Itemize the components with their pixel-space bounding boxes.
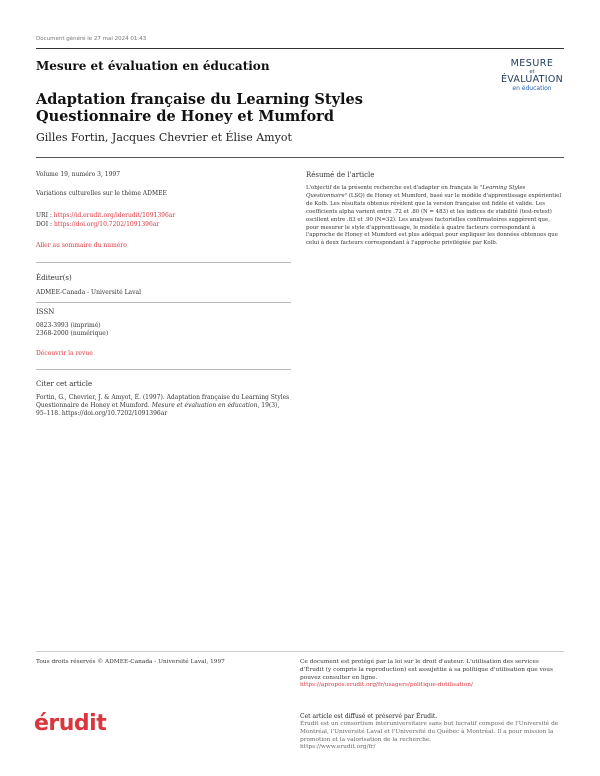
- logo-line-3: ÉVALUATION: [500, 74, 564, 85]
- volume-info: Volume 19, numéro 3, 1997: [36, 171, 121, 178]
- logo-line-1: MESURE: [510, 58, 554, 69]
- erudit-info: [300, 713, 570, 752]
- issn-print: 0823-3993 (imprimé): [36, 322, 101, 329]
- summary-link[interactable]: Aller au sommaire du numéro: [36, 242, 127, 249]
- erudit-logo[interactable]: érudit: [34, 711, 107, 736]
- article-authors: Gilles Fortin, Jacques Chevrier et Élise Amyot: [36, 131, 292, 144]
- footer-rule: [36, 651, 564, 652]
- doi-link[interactable]: https://doi.org/10.7202/1091396ar: [53, 221, 160, 228]
- copyright-text: Ce document est protégé par la loi sur le droit d'auteur. L'utilisation des services d'Érudit (y compris la reproduction) est assujettie à sa politique d'utilisation que vous pouvez consulter en ligne.: [300, 659, 553, 681]
- publisher: ADMEE-Canada - Université Laval: [36, 289, 142, 296]
- erudit-heading: Cet article est diffusé et préservé par Érudit.: [300, 713, 438, 720]
- citation-part-2: , 19(3), 95–118. https://doi.org/10.7202/1091396ar: [36, 402, 280, 417]
- header-rule: [36, 157, 564, 158]
- publisher-heading: Éditeur(s): [36, 274, 72, 282]
- abstract-italic: Learning Styles Questionnaire: [306, 185, 526, 199]
- cite-heading: Citer cet article: [36, 380, 93, 388]
- abstract-part-2: " (LSQ) de Honey et Mumford, basé sur le modèle d'apprentissage expérientiel de Kolb. Les résultats obtenus révèlent que la version française est fidèle et valide. Les coefficients alpha varient entre .72 et .80 (N = 483) et les indices de stabilité (test-retest) oscillent entre .83 et .90 (N=32). Les analyses factorielles confirmatoires suggèrent que, pour mesurer le style d'apprentissage, le modèle à quatre facteurs correspondant à l'approche de Honey et Mumford est plus adéquat pour expliquer les données obtenues que celui à deux facteurs correspondant à l'approche privilégiée par Kolb.: [306, 192, 562, 247]
- discover-link[interactable]: Découvrir la revue: [36, 350, 93, 357]
- uri-link[interactable]: https://id.erudit.org/iderudit/1091396ar: [53, 212, 176, 219]
- erudit-link[interactable]: https://www.erudit.org/fr/: [300, 744, 376, 751]
- rights-statement: Tous droits réservés © ADMEE-Canada - Université Laval, 1997: [36, 659, 225, 665]
- issn-heading: ISSN: [36, 308, 55, 316]
- issue-theme: Variations culturelles sur le thème ADMEE: [36, 190, 167, 197]
- logo-line-2: et: [529, 69, 535, 75]
- generated-date: Document généré le 27 mai 2024 01:43: [36, 36, 147, 42]
- citation-part-1: Fortin, G., Chevrier, J. & Amyot, É. (1997). Adaptation française du Learning Styles Questionnaire de Honey et Mumford.: [36, 394, 290, 409]
- divider: [36, 369, 291, 370]
- doi-line: [36, 221, 291, 229]
- abstract-part-1: L'objectif de la présente recherche est d'adapter en français le ": [306, 185, 483, 191]
- erudit-description: Érudit est un consortium interuniversitaire sans but lucratif composé de l'Université de Montréal, l'Université Laval et l'Université du Québec à Montréal. Il a pour mission la promotion et la valorisation de la recherche.: [300, 721, 559, 743]
- issn-digital: 2368-2000 (numérique): [36, 330, 109, 337]
- uri-label: URI :: [36, 212, 52, 219]
- abstract-text: [306, 185, 564, 248]
- citation-journal: Mesure et évaluation en éducation: [151, 402, 258, 409]
- article-title: Adaptation française du Learning Styles Questionnaire de Honey et Mumford: [36, 91, 363, 125]
- uri-line: [36, 212, 291, 220]
- copyright-notice: [300, 659, 562, 690]
- journal-logo: [492, 58, 572, 98]
- abstract-heading: Résumé de l'article: [306, 171, 375, 179]
- top-rule: [36, 48, 564, 49]
- logo-line-4: en éducation: [512, 85, 552, 92]
- divider: [36, 302, 291, 303]
- journal-name: Mesure et évaluation en éducation: [36, 59, 270, 73]
- doi-label: DOI :: [36, 221, 53, 228]
- citation-text: [36, 394, 291, 418]
- divider: [36, 262, 291, 263]
- policy-link[interactable]: https://apropos.erudit.org/fr/usagers/politique-dutilisation/: [300, 682, 473, 689]
